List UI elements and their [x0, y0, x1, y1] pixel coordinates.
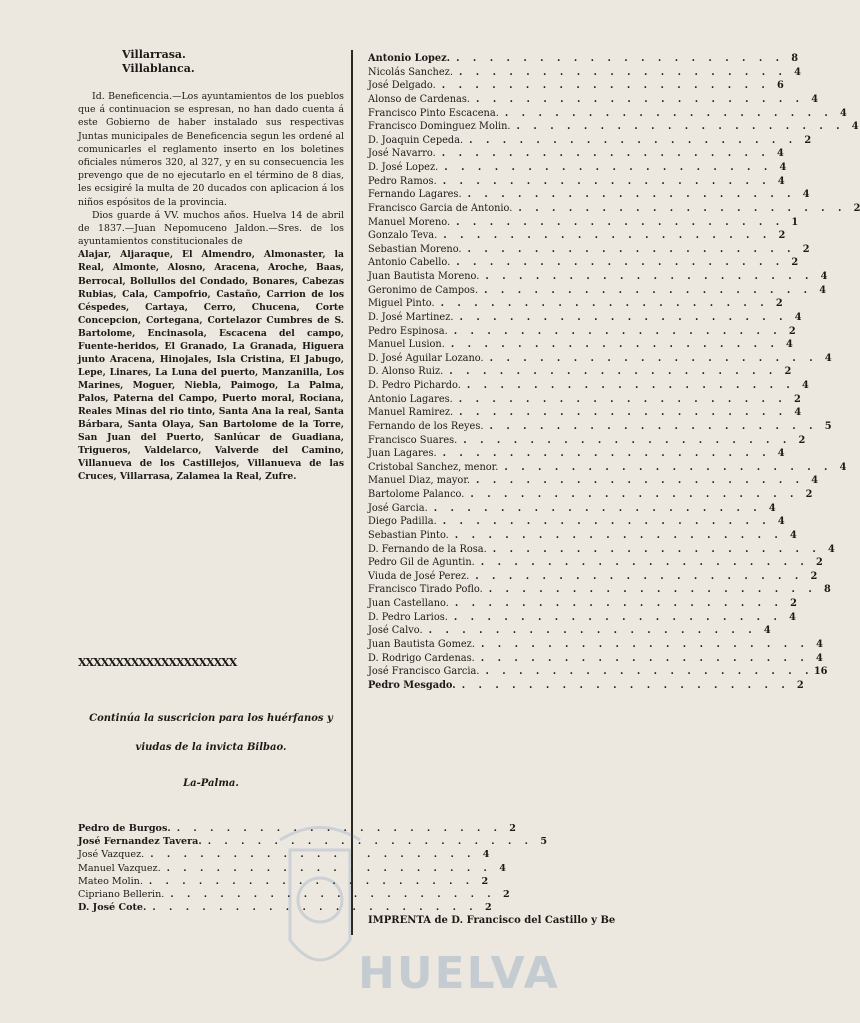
donation-amount: 4 [768, 502, 776, 514]
leader-dots: . . . . . . . . . . . . . . . . . . . . [148, 875, 475, 887]
leader-dots: . . . . . . . . . . . . . . . . . . . . [150, 849, 476, 861]
donor-row [368, 147, 784, 161]
donor-name: Pedro Gil de Aguntin. [368, 557, 475, 569]
donation-amount: 2 [791, 257, 799, 269]
donation-amount: 4 [815, 652, 823, 664]
column-divider [351, 50, 353, 935]
donor-name: D. José Aguilar Lozano. [368, 352, 484, 364]
leader-dots: . . . . . . . . . . . . . . . . . . . . [516, 121, 845, 133]
donor-row [368, 611, 796, 625]
donation-amount: 4 [819, 284, 827, 296]
leader-dots: . . . . . . . . . . . . . . . . . . . . [450, 339, 779, 351]
leader-dots: . . . . . . . . . . . . . . . . . . . . [433, 502, 762, 514]
leader-dots: . . . . . . . . . . . . . . . . . . . . [467, 189, 796, 201]
donor-name: Gonzalo Teva. [368, 230, 438, 242]
donor-row [368, 270, 828, 284]
donor-name: Geronimo de Campos. [368, 284, 479, 296]
donor-name: Francisco Garcia de Antonio. [368, 202, 513, 214]
donor-row [368, 393, 801, 407]
donation-amount: 4 [790, 529, 797, 541]
donor-name: José Delgado. [368, 80, 436, 92]
donor-row [368, 93, 819, 107]
leader-dots: . . . . . . . . . . . . . . . . . . . . [459, 311, 788, 323]
donor-name: José Navarro. [368, 148, 436, 160]
donation-amount: 2 [481, 875, 489, 887]
donor-name: Francisco Tirado Poflo. [368, 584, 483, 596]
donation-amount: 2 [784, 366, 792, 378]
donor-name: Sebastian Moreno. [368, 243, 462, 255]
donor-name: Cipriano Bellerin. [78, 889, 165, 901]
donation-amount: 4 [786, 339, 793, 351]
imprint-line: IMPRENTA de D. Francisco del Castillo y Be [368, 915, 616, 926]
donation-amount: 2 [502, 889, 510, 901]
donation-amount: 2 [810, 570, 818, 582]
leader-dots: . . . . . . . . . . . . . . . . . . . . [456, 216, 785, 228]
leader-dots: . . . . . . . . . . . . . . . . . . . . [207, 836, 533, 848]
donor-row [368, 338, 793, 352]
donor-name: José Calvo. [368, 625, 423, 637]
donor-row [368, 379, 809, 393]
donation-amount: 8 [791, 53, 799, 64]
leader-dots: . . . . . . . . . . . . . . . . . . . . [470, 489, 799, 500]
donor-name: D. Alonso Ruiz. [368, 366, 444, 378]
donor-row [368, 365, 792, 379]
leader-dots: . . . . . . . . . . . . . . . . . . . . [485, 271, 814, 282]
leader-dots: . . . . . . . . . . . . . . . . . . . . [480, 557, 809, 569]
heading-villablanca: Villablanca. [122, 62, 195, 75]
donor-name: Juan Castellano. [368, 598, 449, 609]
leader-dots: . . . . . . . . . . . . . . . . . . . . [166, 862, 492, 874]
donation-amount: 4 [789, 611, 796, 623]
donor-row [368, 243, 810, 257]
donation-amount: 4 [763, 625, 771, 637]
leader-dots: . . . . . . . . . . . . . . . . . . . . [488, 584, 817, 596]
leader-dots: . . . . . . . . . . . . . . . . . . . . [476, 93, 805, 105]
donor-row [368, 434, 806, 448]
leader-dots: . . . . . . . . . . . . . . . . . . . . [463, 434, 792, 446]
donor-name: Juan Bautista Moreno. [368, 271, 480, 282]
donation-amount: 4 [794, 311, 802, 323]
donation-amount: 2 [509, 823, 516, 834]
donor-row [368, 202, 860, 216]
donor-name: Francisco Suares. [368, 434, 458, 446]
donation-amount: 4 [820, 271, 828, 282]
donor-name: Juan Lagares. [368, 448, 437, 460]
donation-amount: 2 [484, 902, 492, 914]
donation-amount: 4 [827, 543, 835, 555]
donor-row [368, 406, 802, 420]
donation-amount: 4 [779, 162, 787, 173]
donor-name: Pedro de Burgos. [78, 823, 171, 834]
donor-name: Antonio Cabello. [368, 257, 451, 269]
donation-amount: 4 [777, 175, 785, 187]
leader-dots: . . . . . . . . . . . . . . . . . . . . [442, 516, 771, 528]
donor-row [368, 665, 828, 679]
donor-row [368, 638, 823, 652]
donor-row [368, 311, 802, 325]
donor-name: D. Pedro Pichardo. [368, 380, 461, 391]
ornament-rule: XXXXXXXXXXXXXXXXXXXXX [78, 656, 237, 669]
donor-name: José Fernandez Tavera. [78, 836, 202, 848]
leader-dots: . . . . . . . . . . . . . . . . . . . . [170, 889, 496, 901]
leader-dots: . . . . . . . . . . . . . . . . . . . . [489, 420, 818, 432]
donor-row [368, 120, 859, 134]
donation-amount: 1 [791, 216, 799, 228]
leader-dots: . . . . . . . . . . . . . . . . . . . . [444, 162, 773, 173]
leader-dots: . . . . . . . . . . . . . . . . . . . . [454, 598, 783, 609]
leader-dots: . . . . . . . . . . . . . . . . . . . . [449, 366, 778, 378]
donor-row [368, 447, 785, 461]
donor-name: D. José Lopez. [368, 162, 439, 173]
donor-row [368, 502, 776, 516]
donor-row [368, 175, 785, 189]
donation-amount: 6 [776, 80, 784, 92]
donor-name: Pedro Mesgado. [368, 679, 456, 691]
donation-amount: 2 [778, 230, 786, 242]
donor-row [368, 284, 827, 298]
donor-name: Bartolome Palanco. [368, 489, 465, 500]
leader-dots: . . . . . . . . . . . . . . . . . . . . [428, 625, 757, 637]
leader-dots: . . . . . . . . . . . . . . . . . . . . [152, 902, 478, 914]
donation-amount: 2 [790, 598, 797, 609]
beneficencia-paragraph: Id. Beneficencia.—Los ayuntamientos de los pueblos que á continuacion se espresan, no han dado cuenta á este Gobierno de haber instalado sus respectivas Juntas municipales de Beneficencia segun les ordené al comunicarles el reglamento inserto en los boletines oficiales números 320, al 327, y en su consecuencia les prevengo que de no ejecutarlo en el término de 8 dias, les ecsigiré la multa de 20 ducados con aplicacion á los niños espósitos de la provincia. [78, 91, 344, 208]
donor-row [368, 597, 797, 611]
donor-name: D. Joaquin Cepeda. [368, 134, 464, 146]
leader-dots: . . . . . . . . . . . . . . . . . . . . [476, 475, 805, 487]
leader-dots: . . . . . . . . . . . . . . . . . . . . [459, 407, 788, 419]
donor-name: José Garcia. [368, 502, 428, 514]
leader-dots: . . . . . . . . . . . . . . . . . . . . [441, 148, 770, 160]
donation-amount: 2 [775, 298, 783, 310]
donor-row [368, 107, 847, 121]
leader-dots: . . . . . . . . . . . . . . . . . . . . [458, 66, 787, 78]
donor-row [368, 325, 796, 339]
donor-row [368, 474, 819, 488]
donor-name: José Vazquez. [78, 849, 145, 861]
donation-amount: 2 [815, 557, 823, 569]
donor-name: Mateo Molin. [78, 875, 143, 887]
donor-name: Miguel Pinto. [368, 298, 435, 310]
donor-name: Pedro Espinosa. [368, 325, 448, 337]
donation-amount: 5 [540, 836, 547, 848]
donation-amount: 4 [777, 516, 785, 528]
leader-dots: . . . . . . . . . . . . . . . . . . . . [461, 679, 790, 691]
donor-row [368, 256, 799, 270]
donation-amount: 4 [482, 849, 490, 861]
donor-row [368, 624, 771, 638]
donor-name: Cristobal Sanchez, menor. [368, 461, 499, 473]
leader-dots: . . . . . . . . . . . . . . . . . . . . [443, 230, 772, 242]
donation-amount: 2 [793, 393, 801, 405]
donor-name: Sebastian Pinto. [368, 529, 449, 541]
leader-dots: . . . . . . . . . . . . . . . . . . . . [466, 380, 795, 391]
donor-row [368, 297, 783, 311]
donation-amount: 4 [851, 121, 859, 133]
donation-amount: 16 [813, 666, 828, 678]
watermark-text: HUELVA [358, 948, 560, 999]
donor-row [368, 216, 799, 230]
donor-row [368, 556, 823, 570]
donor-row [368, 420, 832, 434]
leader-dots: . . . . . . . . . . . . . . . . . . . . [475, 570, 804, 582]
donation-amount: 4 [811, 93, 819, 105]
donor-row [368, 188, 810, 202]
donor-name: José Francisco Garcia. [368, 666, 480, 678]
leader-dots: . . . . . . . . . . . . . . . . . . . . [504, 107, 833, 119]
donor-name: Diego Padilla. [368, 516, 437, 528]
donor-row [368, 66, 801, 80]
donor-name: Manuel Lusion. [368, 339, 445, 351]
donor-row [368, 515, 785, 529]
leader-dots: . . . . . . . . . . . . . . . . . . . . [480, 638, 809, 650]
donor-name: Antonio Lagares. [368, 393, 453, 405]
donation-amount: 2 [788, 325, 796, 337]
donor-name: D. Pedro Larios. [368, 611, 448, 623]
right-donor-list [368, 52, 860, 692]
donor-name: Pedro Ramos. [368, 175, 437, 187]
donor-name: Viuda de José Perez. [368, 570, 470, 582]
leader-dots: . . . . . . . . . . . . . . . . . . . . [442, 448, 771, 460]
leader-dots: . . . . . . . . . . . . . . . . . . . . [484, 284, 813, 296]
donation-amount: 4 [794, 407, 802, 419]
donation-amount: 2 [802, 243, 810, 255]
leader-dots: . . . . . . . . . . . . . . . . . . . . [442, 175, 771, 187]
donor-name: Fernando de los Reyes. [368, 420, 484, 432]
donor-name: D. José Cote. [78, 902, 147, 914]
donor-row [368, 529, 797, 543]
donation-amount: 4 [499, 862, 506, 874]
donor-name: Nicolás Sanchez. [368, 66, 453, 78]
donor-name: D. Fernando de la Rosa. [368, 543, 487, 555]
donor-row [368, 52, 799, 66]
donation-amount: 4 [839, 461, 847, 473]
donor-row [368, 583, 831, 597]
leader-dots: . . . . . . . . . . . . . . . . . . . . [467, 243, 796, 255]
leader-dots: . . . . . . . . . . . . . . . . . . . . [456, 257, 785, 269]
leader-dots: . . . . . . . . . . . . . . . . . . . . [441, 80, 770, 92]
leader-dots: . . . . . . . . . . . . . . . . . . . . [453, 325, 782, 337]
donor-name: Juan Bautista Gomez. [368, 638, 475, 650]
donor-name: Manuel Vazquez. [78, 862, 161, 874]
leader-dots: . . . . . . . . . . . . . . . . . . . . [518, 202, 847, 214]
leader-dots: . . . . . . . . . . . . . . . . . . . . [456, 53, 785, 64]
donation-amount: 4 [824, 352, 832, 364]
donor-row [368, 161, 787, 175]
donation-amount: 4 [811, 475, 819, 487]
leader-dots: . . . . . . . . . . . . . . . . . . . . [469, 134, 798, 146]
donor-row [368, 488, 813, 502]
donation-amount: 4 [777, 448, 785, 460]
donor-row [368, 229, 786, 243]
leader-dots: . . . . . . . . . . . . . . . . . . . . [480, 652, 809, 664]
donation-amount: 2 [804, 134, 812, 146]
donation-amount: 8 [823, 584, 831, 596]
donation-amount: 2 [853, 202, 860, 214]
leader-dots: . . . . . . . . . . . . . . . . . . . . [492, 543, 821, 555]
leader-dots: . . . . . . . . . . . . . . . . . . . . [440, 298, 769, 310]
donor-row [368, 134, 812, 148]
leader-dots: . . . . . . . . . . . . . . . . . . . . [504, 461, 833, 473]
donor-row [368, 352, 832, 366]
leader-dots: . . . . . . . . . . . . . . . . . . . . [458, 393, 787, 405]
donor-name: Alonso de Cardenas. [368, 93, 471, 105]
donation-amount: 2 [796, 679, 804, 691]
donor-row [368, 79, 784, 93]
subscription-title: Continúa la suscricion para los huérfanos y viudas de la invicta Bilbao. [89, 713, 333, 753]
donor-row [368, 543, 835, 557]
donation-amount: 2 [805, 489, 813, 500]
donor-name: Manuel Ramirez. [368, 407, 454, 419]
leader-dots: . . . . . . . . . . . . . . . . . . . . [176, 823, 502, 834]
heading-villarrasa: Villarrasa. [122, 48, 186, 61]
donation-amount: 2 [798, 434, 806, 446]
closing-paragraph: Dios guarde á VV. muchos años. Huelva 14 de abril de 1837.—Juan Nepomuceno Jaldon.—Sres. de los ayuntamientos constitucionales de [78, 209, 344, 248]
donation-amount: 5 [824, 420, 832, 432]
donation-amount: 4 [816, 638, 823, 650]
donation-amount: 4 [802, 189, 810, 201]
place-heading: La-Palma. [183, 778, 239, 789]
donor-name: Fernando Lagares. [368, 189, 462, 201]
donor-name: Manuel Diaz, mayor. [368, 475, 471, 487]
leader-dots: . . . . . . . . . . . . . . . . . . . . [453, 611, 782, 623]
donor-row [368, 679, 804, 693]
donor-name: Manuel Moreno. [368, 216, 451, 228]
donation-amount: 4 [802, 380, 809, 391]
donation-amount: 4 [840, 107, 847, 119]
donor-row [368, 652, 823, 666]
leader-dots: . . . . . . . . . . . . . . . . . . . . [454, 529, 783, 541]
donor-name: Francisco Pinto Escacena. [368, 107, 499, 119]
donor-name: D. Rodrigo Cardenas. [368, 652, 475, 664]
donation-amount: 4 [776, 148, 784, 160]
donor-name: Francisco Dominguez Molin. [368, 121, 511, 133]
donation-amount: 4 [794, 66, 801, 78]
donor-name: D. José Martinez. [368, 311, 454, 323]
donor-name: Antonio Lopez. [368, 53, 451, 64]
donor-row [368, 461, 847, 475]
leader-dots: . . . . . . . . . . . . . . . . . . . . [489, 352, 818, 364]
left-column [78, 48, 344, 483]
leader-dots: . . . . . . . . . . . . . . . . . . . . [485, 666, 814, 678]
town-list: Alajar, Aljaraque, El Almendro, Almonaster, la Real, Almonte, Alosno, Aracena, Aroche, Baas, Berrocal, Bollullos del Condado, Bonares, Cabezas Rubias, Cala, Campofrio, Castaño, Carrion de los Céspedes, Cartaya, Cerro, Chucena, Corte Concepcion, Cortegana, Cortelazor Cumbres de S. Bartolome, Encinasola, Escacena del campo, Fuente-heridos, El Granado, La Granada, Higuera junto Aracena, Hinojales, Isla Cristina, El Jabugo, Lepe, Linares, La Luna del puerto, Manzanilla, Los Marines, Moguer, Niebla, Paimogo, La Palma, Palos, Paterna del Campo, Puerto moral, Rociana, Reales Minas del rio tinto, Santa Ana la real, Santa Bárbara, Santa Olaya, San Bartolome de la Torre, San Juan del Puerto, Sanlúcar de Guadiana, Trigueros, Valdelarco, Valverde del Camino, Villanueva de los Castillejos, Villanueva de las Cruces, Villarrasa, Zalamea la Real, Zufre. [78, 249, 344, 483]
donor-row [368, 570, 818, 584]
